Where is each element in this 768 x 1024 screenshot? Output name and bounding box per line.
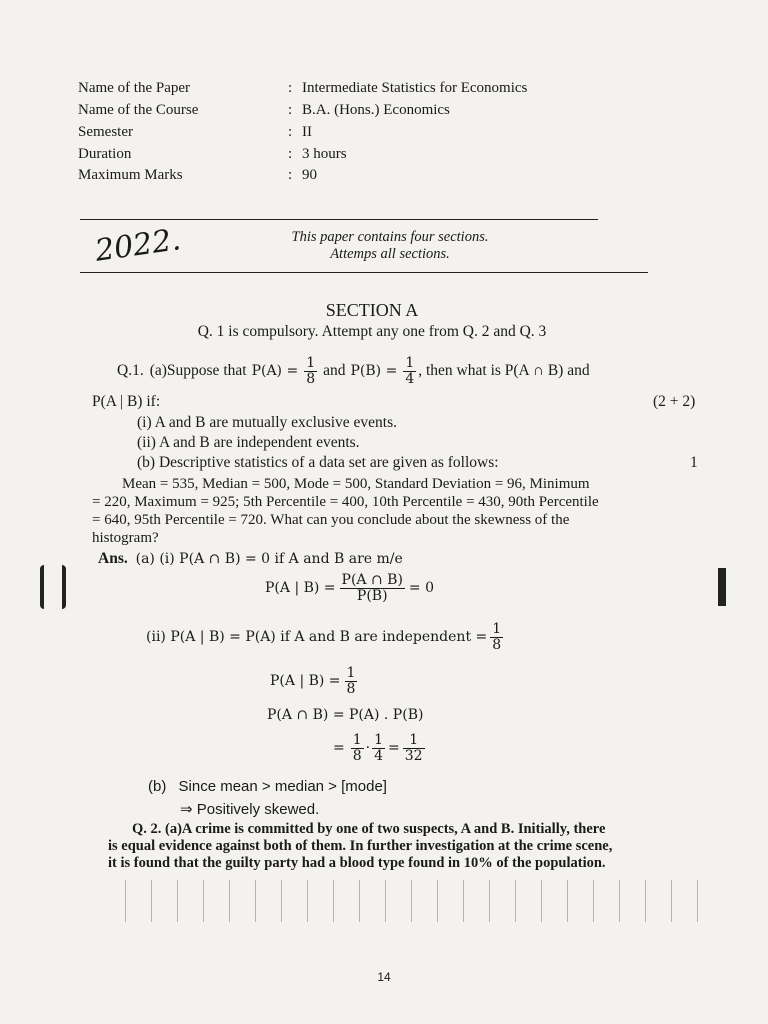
q1-i: (i) A and B are mutually exclusive events. <box>137 414 398 431</box>
q2-line2: is equal evidence against both of them. In further investigation at the crime scene, <box>108 838 613 854</box>
header-label-duration: Duration <box>78 146 132 162</box>
q1-marks-b: 1 <box>690 454 698 471</box>
section-title: SECTION A <box>325 300 419 320</box>
header-colon: : <box>288 124 293 140</box>
q1-line2: P(A | B) if: <box>92 393 161 410</box>
binding-mark-left <box>40 565 66 609</box>
q1-stats-line1: Mean = 535, Median = 500, Mode = 500, Standard Deviation = 96, Minimum <box>122 476 590 492</box>
answer-eq1: P(A | B) = $\frac{1}{8}$ <box>270 665 356 697</box>
q1-b: (b) Descriptive statistics of a data set are given as follows: <box>137 454 499 471</box>
q1-part-a <box>117 356 702 386</box>
header-divider-top <box>80 219 598 220</box>
answer-pab-equation: P(A | B) = $\frac{P(A \cap B)}{P(B)}$ = 0 <box>265 572 435 604</box>
header-label-marks: Maximum Marks <box>78 167 183 183</box>
handwritten-year: 2022. <box>92 222 183 269</box>
bleed-through-marks <box>125 880 705 922</box>
answer-eq3: = $\frac{1}{8}$ · $\frac{1}{4}$ = $\frac{1}{32}$ <box>333 732 423 764</box>
header-value-course: B.A. (Hons.) Economics <box>302 102 450 118</box>
header-value-paper: Intermediate Statistics for Economics <box>302 80 528 96</box>
page-number: 14 <box>377 970 391 984</box>
instruction-line-1: This paper contains four sections. <box>291 229 489 245</box>
header-colon: : <box>288 146 293 162</box>
binding-mark-right <box>718 568 726 606</box>
header-label-course: Name of the Course <box>78 102 199 118</box>
q1-pa: P(A) = <box>251 363 299 380</box>
header-label-paper: Name of the Paper <box>78 80 191 96</box>
header-colon: : <box>288 102 293 118</box>
q1-stats-line2: = 220, Maximum = 925; 5th Percentile = 400, 10th Percentile = 430, 90th Percentile <box>92 494 599 510</box>
header-value-semester: II <box>302 124 312 140</box>
header-colon: : <box>288 80 293 96</box>
q1-a-lead: (a)Suppose that <box>149 362 247 380</box>
q1-marks-a: (2 + 2) <box>653 393 696 410</box>
header-divider-bottom <box>80 272 648 273</box>
header-value-duration: 3 hours <box>302 146 347 162</box>
header-colon: : <box>288 167 293 183</box>
q2-line3: it is found that the guilty party had a blood type found in 10% of the population. <box>108 855 606 871</box>
q1-stats-line4: histogram? <box>92 530 159 546</box>
answer-b-conclusion: ⇒ Positively skewed. <box>180 801 320 818</box>
instruction-line-2: Attemps all sections. <box>330 246 450 262</box>
answer-a-i: Ans. (a) (i) P(A ∩ B) = 0 if A and B are m/e <box>98 550 403 567</box>
q1-stats-line3: = 640, 95th Percentile = 720. What can you conclude about the skewness of the <box>92 512 570 528</box>
answer-a-ii: (ii) P(A | B) = P(A) if A and B are independent = $\frac{1}{8}$ <box>146 621 502 653</box>
section-note: Q. 1 is compulsory. Attempt any one from Q. 2 and Q. 3 <box>197 323 547 340</box>
q1-then: , then what is P(A ∩ B) and <box>418 362 590 380</box>
q1-frac-b: $\frac{1}{4}$ <box>405 355 415 387</box>
q2-line1: Q. 2. (a)A crime is committed by one of two suspects, A and B. Initially, there <box>132 821 606 837</box>
answer-eq2: P(A ∩ B) = P(A) . P(B) <box>267 707 424 723</box>
q1-label: Q.1. <box>117 362 144 380</box>
answer-b: (b) Since mean > median > [mode] <box>148 778 387 795</box>
header-value-marks: 90 <box>302 167 317 183</box>
q1-frac-a: $\frac{1}{8}$ <box>306 355 316 387</box>
q1-and: and <box>323 362 346 380</box>
header-label-semester: Semester <box>78 124 133 140</box>
q1-pb: P(B) = <box>350 363 398 380</box>
q1-ii: (ii) A and B are independent events. <box>137 434 360 451</box>
